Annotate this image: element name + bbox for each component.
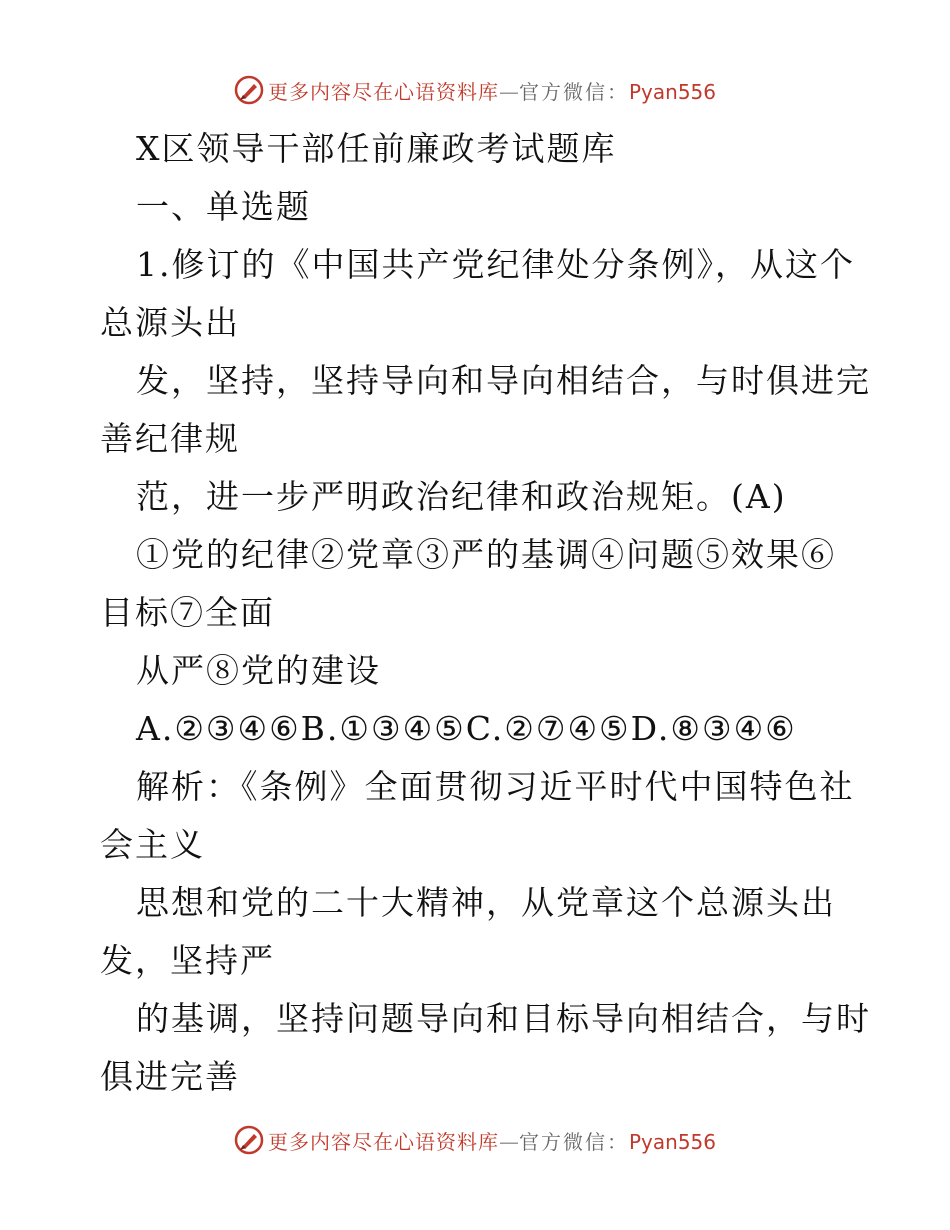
- text-line: 解析：《条例》全面贯彻习近平时代中国特色社: [136, 767, 855, 806]
- text-line: 总源头出: [100, 303, 240, 342]
- text-line: 的基调，坚持问题导向和目标导向相结合，与时: [136, 999, 871, 1038]
- separator: —: [498, 1129, 519, 1154]
- text-line: 目标⑦全面: [100, 593, 275, 632]
- text-line: 俱进完善: [100, 1057, 240, 1096]
- wechat-handle: Pyan556: [628, 1129, 716, 1154]
- text-line: 1.修订的《中国共产党纪律处分条例》，从这个: [136, 245, 855, 284]
- section-heading: 一、单选题: [136, 187, 311, 226]
- wechat-handle: Pyan556: [628, 79, 716, 104]
- text-line: 从严⑧党的建设: [136, 651, 381, 690]
- header-watermark-banner: [0, 70, 950, 110]
- text-line: 发，坚持，坚持导向和导向相结合，与时俱进完: [136, 361, 871, 400]
- separator: —: [498, 79, 519, 104]
- site-name: 更多内容尽在心语资料库: [267, 1129, 499, 1154]
- pen-nib-icon: [234, 1125, 264, 1155]
- text-line: ①党的纪律②党章③严的基调④问题⑤效果⑥: [136, 535, 836, 574]
- text-line: 会主义: [100, 825, 205, 864]
- text-line: 范，进一步严明政治纪律和政治规矩。(A): [136, 477, 787, 516]
- footer-watermark-banner: [0, 1120, 950, 1160]
- text-line: 发，坚持严: [100, 941, 275, 980]
- document-body: [100, 120, 871, 1106]
- text-line: 思想和党的二十大精神，从党章这个总源头出: [136, 883, 836, 922]
- site-name: 更多内容尽在心语资料库: [267, 79, 499, 104]
- answer-options: A.②③④⑥B.①③④⑤C.②⑦④⑤D.⑧③④⑥: [136, 709, 797, 748]
- text-line: 善纪律规: [100, 419, 240, 458]
- document-title: X区领导干部任前廉政考试题库: [136, 129, 617, 168]
- pen-nib-icon: [234, 75, 264, 105]
- watermark-text: [268, 76, 716, 105]
- wechat-label: 官方微信：: [518, 1129, 629, 1154]
- watermark-text: [268, 1126, 716, 1155]
- wechat-label: 官方微信：: [518, 79, 629, 104]
